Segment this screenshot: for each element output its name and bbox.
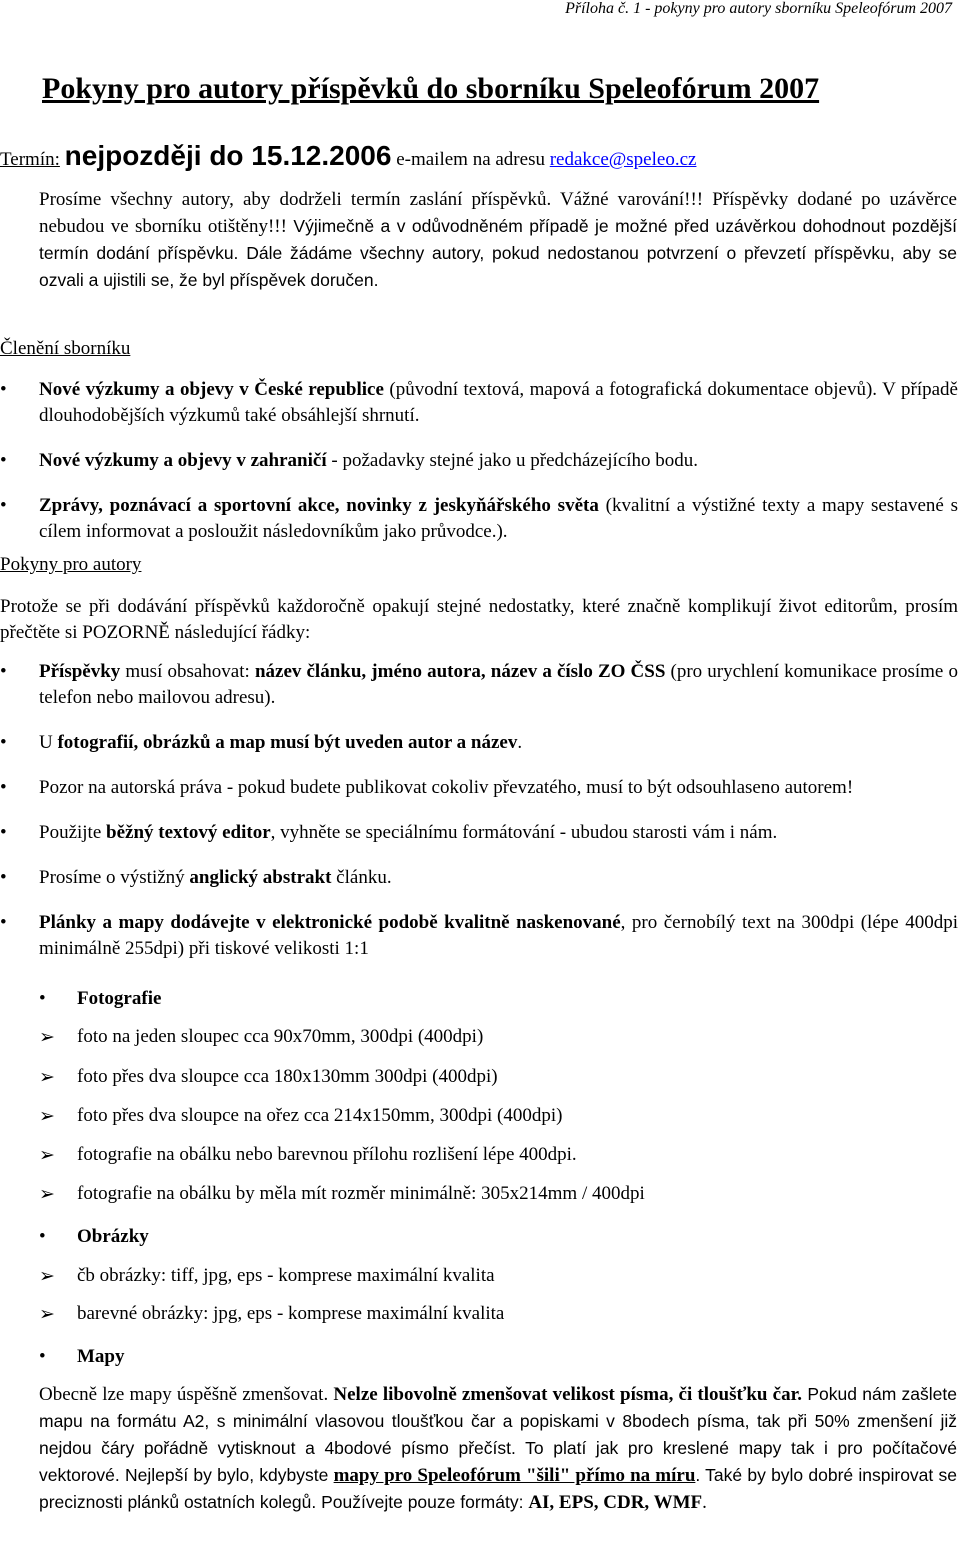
list-item — [0, 910, 958, 962]
bullet-icon: • — [39, 988, 46, 1009]
bullet-icon: • — [0, 661, 7, 682]
rule-bold: běžný textový editor — [106, 822, 271, 843]
bullet-icon: • — [0, 777, 7, 798]
maps-heading: Mapy — [77, 1346, 125, 1367]
rule-text: , pro černobílý text na 300dpi (lépe 400dpi minimálně 255dpi) při tiskové velikosti 1:1 — [39, 912, 958, 959]
arrow-bullet-icon: ➢ — [39, 1266, 55, 1287]
bullet-icon: • — [0, 732, 7, 753]
rule-bold: anglický abstrakt — [189, 867, 332, 888]
item-bold: Zprávy, poznávací a sportovní akce, novinky z jeskyňářského světa — [39, 495, 599, 516]
photo-item-text: foto přes dva sloupce cca 180x130mm 300dpi (400dpi) — [77, 1066, 498, 1087]
email-link[interactable]: redakce@speleo.cz — [549, 149, 697, 170]
photo-item-text: foto na jeden sloupec cca 90x70mm, 300dpi (400dpi) — [77, 1026, 484, 1047]
bullet-icon: • — [0, 912, 7, 933]
bullet-icon: • — [39, 1226, 46, 1247]
intro-text-1: Prosíme všechny autory, aby dodrželi termín zaslání příspěvků. Vážné varování!!! Příspěvky dodané po uzávěrce nebudou ve sborníku otištěny!!! — [39, 189, 957, 237]
maps-bold: Nelze libovolně zmenšovat velikost písma, či tloušťku čar. — [333, 1384, 803, 1405]
images-heading: Obrázky — [77, 1226, 149, 1247]
item-text: - požadavky stejné jako u předcházejícího bodu. — [326, 450, 699, 471]
maps-text: Obecně lze mapy úspěšně zmenšovat. — [39, 1384, 334, 1405]
section-heading-structure: Členění sborníku — [0, 338, 131, 359]
image-item-text: barevné obrázky: jpg, eps - komprese maximální kvalita — [77, 1303, 505, 1324]
rule-bold: název článku, jméno autora, název a číslo ZO ČSS — [254, 661, 666, 682]
intro-paragraph — [39, 186, 957, 294]
list-item — [0, 659, 958, 711]
maps-paragraph — [39, 1381, 957, 1516]
arrow-bullet-icon: ➢ — [39, 1145, 55, 1166]
rule-text: U — [39, 732, 58, 753]
deadline-via: e-mailem na adresu — [391, 149, 550, 170]
arrow-bullet-icon: ➢ — [39, 1184, 55, 1205]
list-item — [0, 730, 958, 756]
list-item — [0, 493, 958, 545]
deadline-line — [0, 140, 696, 172]
deadline-date: nejpozději do 15.12.2006 — [64, 140, 392, 171]
item-text: (kvalitní a výstižné texty a mapy sestavené s cílem informovat a posloužit následovníkům jako průvodce.). — [39, 495, 958, 542]
deadline-label: Termín: — [0, 149, 60, 170]
list-item — [0, 448, 958, 474]
arrow-bullet-icon: ➢ — [39, 1027, 55, 1048]
section-heading-instructions: Pokyny pro autory — [0, 554, 142, 575]
photo-item-text: fotografie na obálku nebo barevnou přílohu rozlišení lépe 400dpi. — [77, 1144, 577, 1165]
item-text: (původní textová, mapová a fotografická dokumentace objevů). V případě dlouhodobějších výzkumů také obsáhlejší shrnutí. — [39, 379, 958, 426]
rule-text: článku. — [331, 867, 392, 888]
rule-text: Prosíme o výstižný — [39, 867, 190, 888]
photos-heading: Fotografie — [77, 988, 162, 1009]
rule-bold: Příspěvky — [39, 661, 121, 682]
list-item — [0, 775, 958, 801]
maps-text: Pokud nám zašlete mapu na formátu A2, s minimální vlasovou tloušťkou čar a popiskami v 8bodech písma, tak při 50% zmenšení již nejdou čáry pořádně vytisknout a 4bodové písmo přečíst. To platí jak pro kreslené mapy tak i pro počítačové vektorové. Nejlepší by bylo, kdybyste — [39, 1384, 958, 1485]
rule-bold: fotografií, obrázků a map musí být uveden autor a název — [57, 732, 518, 753]
bullet-icon: • — [0, 495, 7, 516]
rule-text: . — [517, 732, 523, 753]
instructions-intro: Protože se při dodávání příspěvků každoročně opakují stejné nedostatky, které značně komplikují život editorům, prosím přečtěte si POZORNĚ následující řádky: — [0, 596, 958, 643]
photo-item-text: foto přes dva sloupce na ořez cca 214x150mm, 300dpi (400dpi) — [77, 1105, 563, 1126]
maps-text: . Také by bylo dobré inspirovat se preciznosti plánků ostatních kolegů. Používejte pouze formáty: — [39, 1465, 957, 1512]
photo-item-text: fotografie na obálku by měla mít rozměr minimálně: 305x214mm / 400dpi — [77, 1183, 645, 1204]
intro-text-2: Výjimečně a v odůvodněném případě je možné před uzávěrkou dohodnout pozdější termín dodání příspěvku. Dále žádáme všechny autory, pokud nedostanou potvrzení o převzetí příspěvku, aby se ozvali a ujistili se, že byl příspěvek doručen. — [39, 216, 957, 290]
arrow-bullet-icon: ➢ — [39, 1106, 55, 1127]
rule-text: (pro urychlení komunikace prosíme o telefon nebo mailovou adresu). — [39, 661, 958, 708]
page-title: Pokyny pro autory příspěvků do sborníku Speleofórum 2007 — [42, 72, 820, 105]
rule-text: Použijte — [39, 822, 107, 843]
bullet-icon: • — [0, 822, 7, 843]
attachment-header: Příloha č. 1 - pokyny pro autory sborníku Speleofórum 2007 — [565, 0, 952, 17]
bullet-icon: • — [0, 450, 7, 471]
rule-text: Pozor na autorská práva - pokud budete publikovat cokoliv převzatého, musí to být odsouhlaseno autorem! — [39, 777, 854, 798]
rules-list — [0, 659, 958, 962]
structure-list — [0, 377, 958, 545]
maps-text: . — [702, 1492, 707, 1513]
maps-emphasis: mapy pro Speleofórum "šili" přímo na míru — [333, 1465, 696, 1486]
maps-formats: AI, EPS, CDR, WMF — [528, 1492, 703, 1513]
rule-bold: Plánky a mapy dodávejte v elektronické podobě kvalitně naskenované — [39, 912, 621, 933]
arrow-bullet-icon: ➢ — [39, 1067, 55, 1088]
list-item — [0, 865, 958, 891]
bullet-icon: • — [0, 379, 7, 400]
list-item — [0, 820, 958, 846]
bullet-icon: • — [0, 867, 7, 888]
rule-text: musí obsahovat: — [120, 661, 255, 682]
item-bold: Nové výzkumy a objevy v České republice — [39, 379, 384, 400]
arrow-bullet-icon: ➢ — [39, 1304, 55, 1325]
bullet-icon: • — [39, 1346, 46, 1367]
rule-text: , vyhněte se speciálnímu formátování - ubudou starosti vám i nám. — [270, 822, 778, 843]
image-item-text: čb obrázky: tiff, jpg, eps - komprese maximální kvalita — [77, 1265, 495, 1286]
item-bold: Nové výzkumy a objevy v zahraničí — [39, 450, 327, 471]
list-item — [0, 377, 958, 429]
